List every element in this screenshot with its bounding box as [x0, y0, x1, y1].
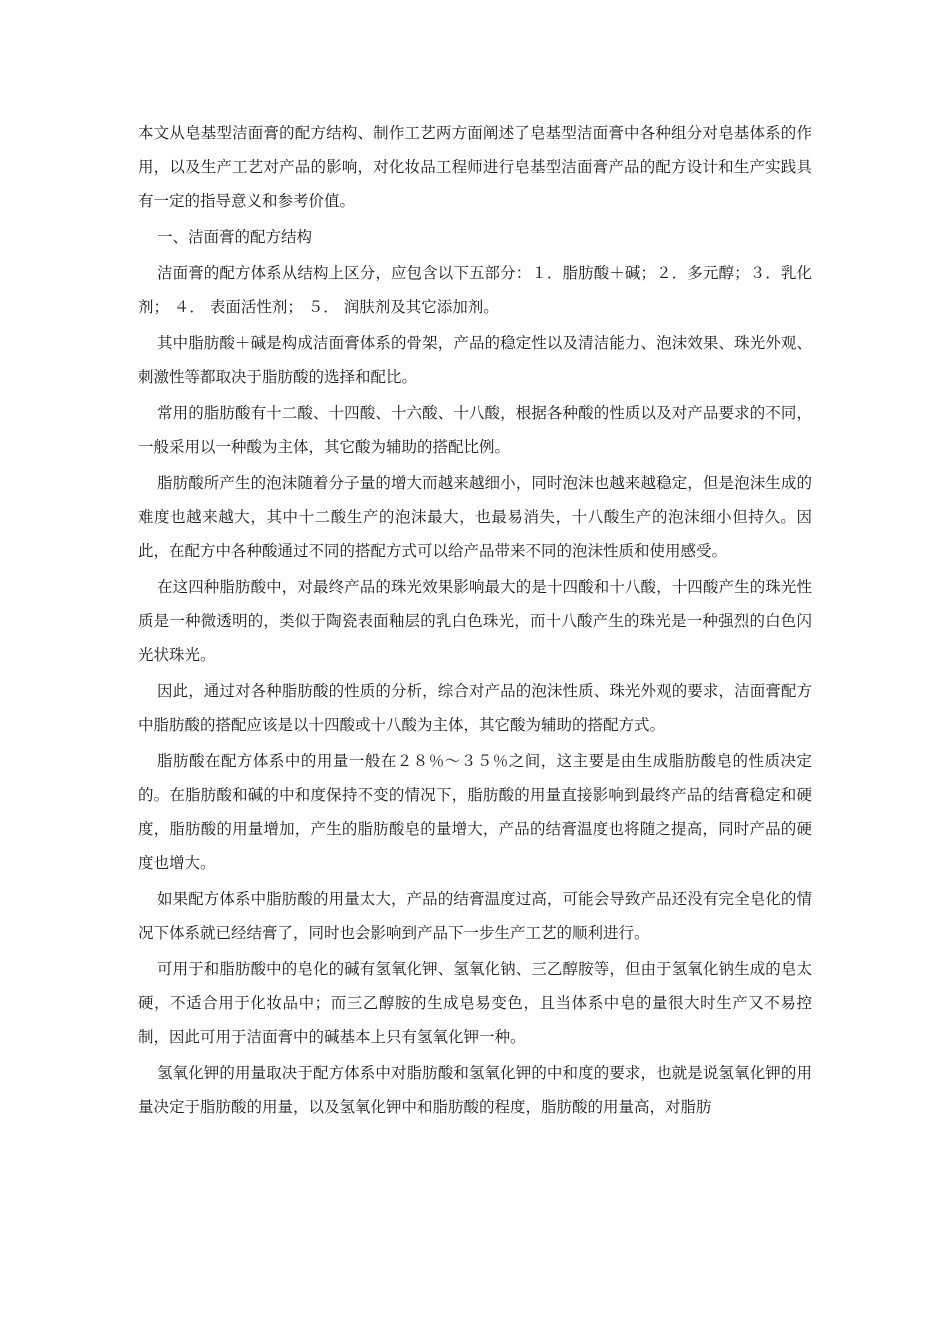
paragraph: 因此，通过对各种脂肪酸的性质的分析，综合对产品的泡沫性质、珠光外观的要求，洁面膏配方中脂肪酸的搭配应该是以十四酸或十八酸为主体，其它酸为辅助的搭配方式。	[138, 682, 812, 734]
paragraph: 脂肪酸在配方体系中的用量一般在２８％～３５％之间，这主要是由生成脂肪酸皂的性质决定的。在脂肪酸和碱的中和度保持不变的情况下，脂肪酸的用量直接影响到最终产品的结膏稳定和硬度，脂肪酸的用量增加，产生的脂肪酸皂的量增大，产品的结膏温度也将随之提高，同时产品的硬度也增大。	[138, 752, 812, 872]
paragraph: 脂肪酸所产生的泡沫随着分子量的增大而越来越细小，同时泡沫也越来越稳定，但是泡沫生成的难度也越来越大，其中十二酸生产的泡沫最大，也最易消失，十八酸生产的泡沫细小但持久。因此，在配方中各种酸通过不同的搭配方式可以给产品带来不同的泡沫性质和使用感受。	[138, 474, 812, 560]
paragraph-intro: 本文从皂基型洁面膏的配方结构、制作工艺两方面阐述了皂基型洁面膏中各种组分对皂基体系的作用，以及生产工艺对产品的影响，对化妆品工程师进行皂基型洁面膏产品的配方设计和生产实践具有一定的指导意义和参考价值。	[138, 124, 812, 210]
document-body	[138, 116, 812, 1126]
section-heading: 一、洁面膏的配方结构	[157, 228, 313, 246]
paragraph: 洁面膏的配方体系从结构上区分，应包含以下五部分：１．脂肪酸＋碱；２．多元醇；３．乳化剂； ４． 表面活性剂； ５． 润肤剂及其它添加剂。	[138, 264, 812, 316]
paragraph: 氢氧化钾的用量取决于配方体系中对脂肪酸和氢氧化钾的中和度的要求，也就是说氢氧化钾的用量决定于脂肪酸的用量，以及氢氧化钾中和脂肪酸的程度，脂肪酸的用量高，对脂肪	[138, 1064, 812, 1116]
paragraph: 在这四种脂肪酸中，对最终产品的珠光效果影响最大的是十四酸和十八酸，十四酸产生的珠光性质是一种微透明的，类似于陶瓷表面釉层的乳白色珠光，而十八酸产生的珠光是一种强烈的白色闪光状珠光。	[138, 578, 812, 664]
paragraph: 常用的脂肪酸有十二酸、十四酸、十六酸、十八酸，根据各种酸的性质以及对产品要求的不同，一般采用以一种酸为主体，其它酸为辅助的搭配比例。	[138, 404, 812, 456]
paragraph: 如果配方体系中脂肪酸的用量太大，产品的结膏温度过高，可能会导致产品还没有完全皂化的情况下体系就已经结膏了，同时也会影响到产品下一步生产工艺的顺利进行。	[138, 890, 812, 942]
paragraph: 可用于和脂肪酸中的皂化的碱有氢氧化钾、氢氧化钠、三乙醇胺等，但由于氢氧化钠生成的皂太硬，不适合用于化妆品中；而三乙醇胺的生成皂易变色，且当体系中皂的量很大时生产又不易控制，因此可用于洁面膏中的碱基本上只有氢氧化钾一种。	[138, 960, 812, 1046]
paragraph: 其中脂肪酸＋碱是构成洁面膏体系的骨架，产品的稳定性以及清洁能力、泡沫效果、珠光外观、刺激性等都取决于脂肪酸的选择和配比。	[138, 334, 812, 386]
